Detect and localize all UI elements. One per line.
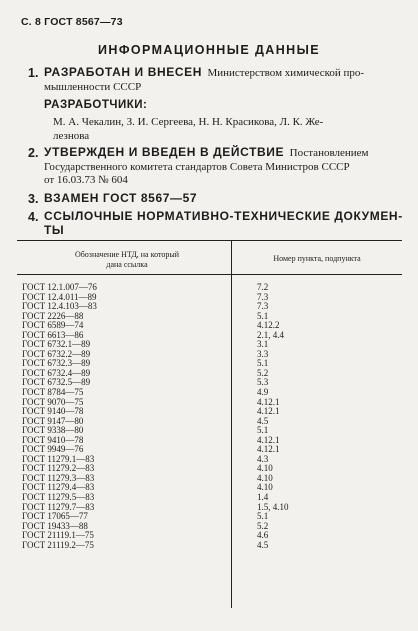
table-header-document-line1: Обозначение НТД, на который: [74, 250, 180, 259]
table-cell-clause: 4.3: [257, 453, 269, 464]
table-cell-clause: 1.4: [257, 492, 269, 503]
table-cell-clause: 4.10: [257, 463, 273, 474]
table-cell-clause: 4.12.1: [257, 396, 280, 407]
table-cell-document: ГОСТ 11279.2—83: [22, 463, 95, 474]
table-cell-document: ГОСТ 9338—80: [22, 425, 84, 436]
table-cell-clause: 1.5, 4.10: [257, 501, 289, 512]
table-cell-clause: 4.5: [257, 539, 269, 550]
table-header-clause: Номер пункта, подпункта: [273, 254, 361, 263]
section-4-number: 4.: [28, 210, 39, 224]
table-cell-document: ГОСТ 9070—75: [22, 396, 84, 407]
page-header: С. 8 ГОСТ 8567—73: [21, 16, 123, 28]
table-cell-document: ГОСТ 11279.5—83: [22, 492, 95, 503]
table-cell-document: ГОСТ 6732.2—89: [22, 348, 91, 359]
section-1-text-line2: мышленности СССР: [44, 80, 142, 93]
table-cell-clause: 4.10: [257, 482, 273, 493]
section-2: [44, 146, 409, 188]
section-3-heading: ВЗАМЕН ГОСТ 8567—57: [44, 191, 198, 205]
table-cell-clause: 5.1: [257, 425, 269, 436]
section-2-text-line3: от 16.03.73 № 604: [44, 174, 128, 186]
section-4-heading-line1: ССЫЛОЧНЫЕ НОРМАТИВНО-ТЕХНИЧЕСКИЕ ДОКУМЕН-: [44, 209, 403, 223]
table-cell-document: ГОСТ 12.4.103—83: [22, 301, 97, 312]
table-cell-document: ГОСТ 21119.1—75: [22, 530, 94, 541]
table-cell-clause: 5.2: [257, 367, 269, 378]
table-cell-clause: 3.1: [257, 339, 269, 350]
table-cell-document: ГОСТ 8784—75: [22, 387, 84, 398]
table-cell-clause: 5.1: [257, 511, 269, 522]
table-cell-clause: 4.12.1: [257, 406, 280, 417]
table-cell-document: ГОСТ 19433—88: [22, 520, 88, 531]
table-cell-document: ГОСТ 11279.4—83: [22, 482, 95, 493]
table-cell-document: ГОСТ 11279.1—83: [22, 453, 95, 464]
section-2-heading: УТВЕРЖДЕН И ВВЕДЕН В ДЕЙСТВИЕ: [44, 145, 285, 159]
developers-line2: лезнова: [53, 129, 90, 142]
table-cell-document: ГОСТ 12.1.007—76: [22, 282, 97, 292]
section-1-heading: РАЗРАБОТАН И ВНЕСЕН: [44, 65, 202, 79]
table-cell-document: ГОСТ 17065—77: [22, 511, 88, 522]
section-2-number: 2.: [28, 146, 39, 160]
table-header-document-line2: дана ссылка: [106, 260, 148, 269]
table-cell-document: ГОСТ 11279.3—83: [22, 472, 95, 483]
table-cell-document: ГОСТ 9147—80: [22, 415, 84, 426]
table-cell-clause: 4.9: [257, 387, 269, 398]
page-title: ИНФОРМАЦИОННЫЕ ДАННЫЕ: [98, 43, 320, 57]
table-cell-clause: 3.3: [257, 348, 269, 359]
table-cell-document: ГОСТ 6732.5—89: [22, 377, 91, 388]
table-cell-clause: 4.6: [257, 530, 269, 541]
table-header-document: [37, 250, 217, 270]
table-cell-document: ГОСТ 21119.2—75: [22, 539, 94, 550]
table-cell-document: ГОСТ 9140—78: [22, 406, 84, 417]
table-cell-document: ГОСТ 6589—74: [22, 320, 84, 331]
table-cell-document: ГОСТ 6732.3—89: [22, 358, 91, 369]
section-1-text-line1: Министерством химической про-: [207, 67, 365, 79]
table-cell-document: ГОСТ 6613—86: [22, 329, 84, 340]
developers-list: [53, 116, 403, 143]
section-1: [44, 66, 404, 94]
table-cell-clause: 5.3: [257, 377, 269, 388]
section-2-text-line2: Государственного комитета стандартов Совета Министров СССР: [44, 160, 350, 173]
table-header-rule: [17, 274, 402, 275]
table-body: [17, 283, 402, 550]
section-3-number: 3.: [28, 192, 39, 206]
developers-heading: РАЗРАБОТЧИКИ:: [44, 99, 148, 111]
section-1-number: 1.: [28, 66, 39, 80]
table-cell-clause: 7.3: [257, 301, 269, 312]
table-cell-clause: 4.5: [257, 415, 269, 426]
table-cell-clause: 4.12.1: [257, 444, 280, 455]
section-3: [44, 192, 197, 207]
table-cell-document: ГОСТ 11279.7—83: [22, 501, 95, 512]
table-cell-clause: 4.12.2: [257, 320, 280, 331]
section-4: [44, 210, 409, 237]
table-cell-clause: 7.2: [257, 282, 269, 292]
table-cell-clause: 7.3: [257, 291, 269, 302]
table-cell-clause: 4.12.1: [257, 434, 280, 445]
table-cell-document: ГОСТ 9410—78: [22, 434, 84, 445]
table-cell-clause: 5.2: [257, 520, 269, 531]
table-cell-clause: 2.1, 4.4: [257, 329, 284, 340]
table-cell-document: ГОСТ 12.4.011—89: [22, 291, 97, 302]
table-cell-clause: 4.10: [257, 472, 273, 483]
table-cell-clause: 5.1: [257, 358, 269, 369]
table-cell-document: ГОСТ 6732.1—89: [22, 339, 91, 350]
section-2-text-line1: Постановлением: [289, 147, 369, 159]
section-4-heading-line2: ТЫ: [44, 222, 65, 237]
table-cell-document: ГОСТ 9949—76: [22, 444, 84, 455]
developers-line1: М. А. Чекалин, З. И. Сергеева, Н. Н. Красикова, Л. К. Же-: [53, 116, 324, 128]
table-cell-document: ГОСТ 6732.4—89: [22, 367, 91, 378]
table-cell-clause: 5.1: [257, 310, 269, 321]
table-top-rule: [17, 240, 402, 241]
table-cell-document: ГОСТ 2226—88: [22, 310, 84, 321]
table-row: [17, 541, 402, 551]
